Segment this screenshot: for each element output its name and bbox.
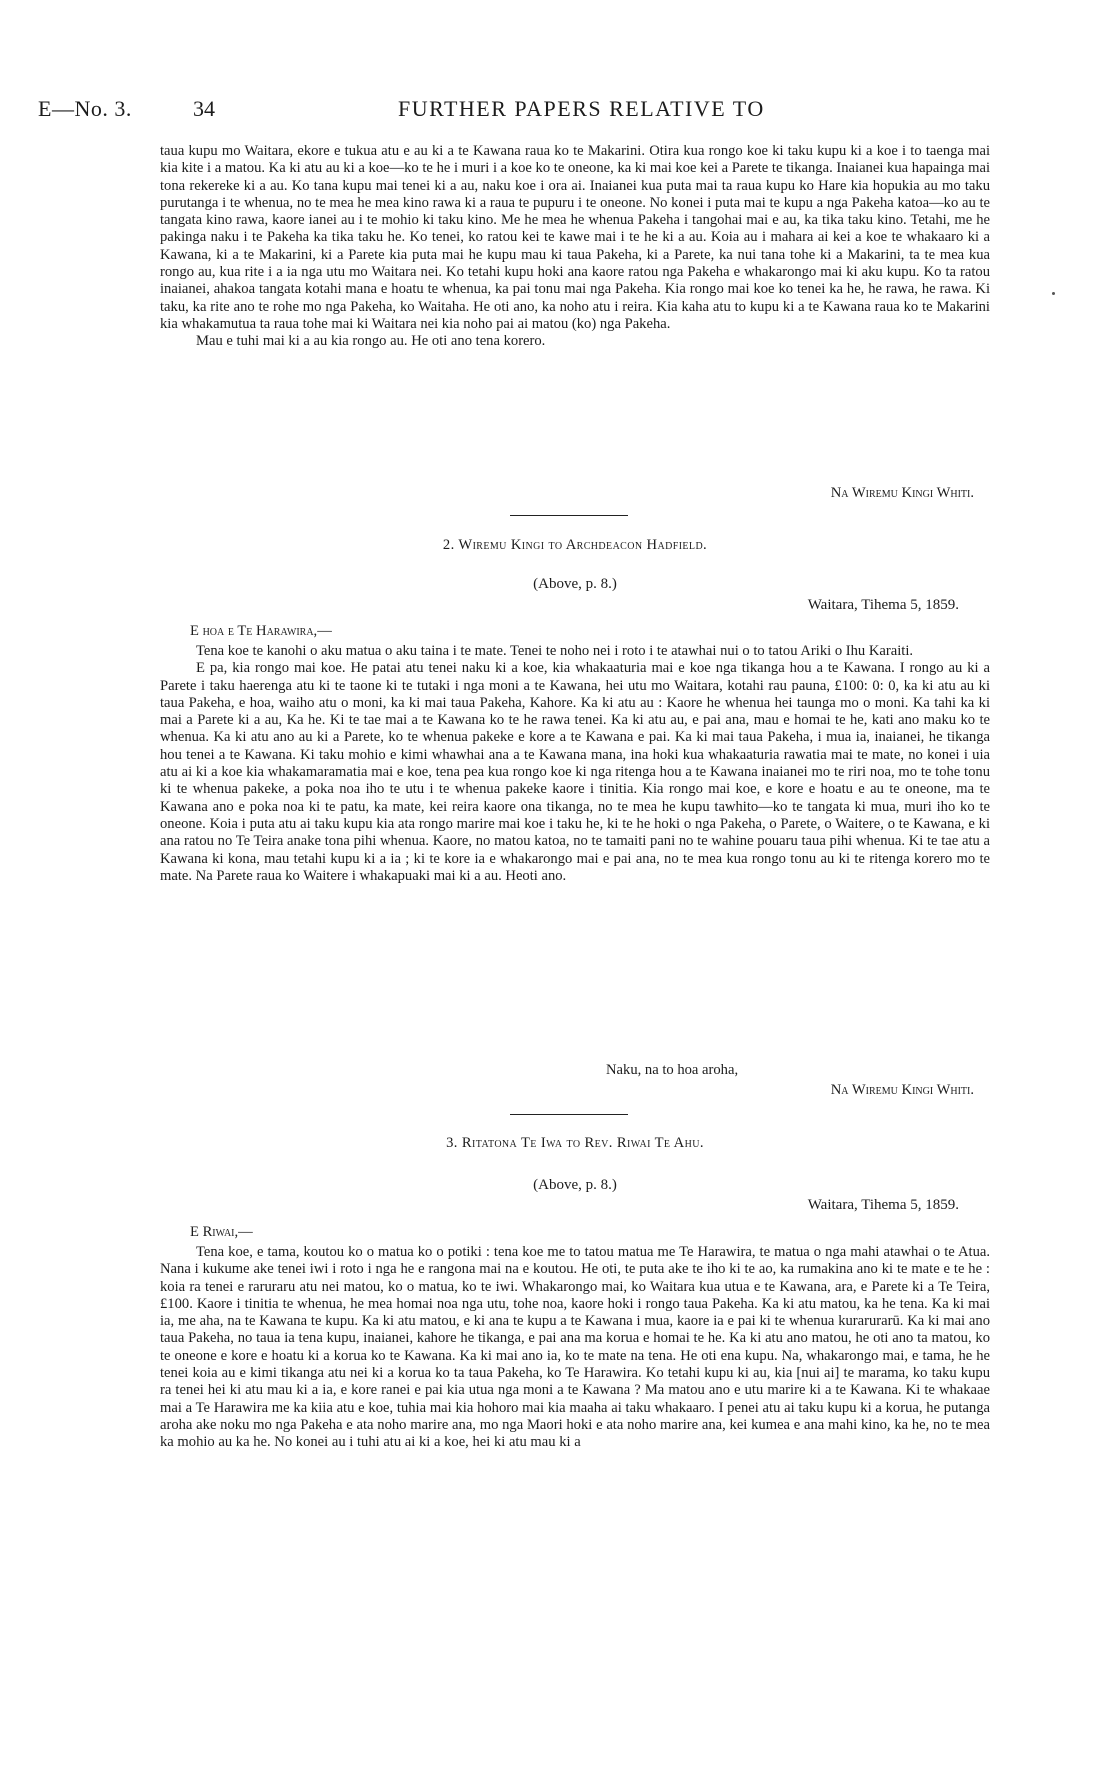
letter2-signature: Na Wiremu Kingi Whiti.	[830, 1082, 974, 1098]
letter2-reference: (Above, p. 8.)	[533, 576, 617, 592]
letter1-paragraph-1: taua kupu mo Waitara, ekore e tukua atu e au ki a te Kawana raua ko te Makarini. Otira kua rongo koe ki taku kupu ki a koe i to taenga mai kia kite i a matou. Ka ki atu au ki a koe—ko te he i muri i a koe ko te oneone, ka ki mai koe kei a Parete te tikanga. Inaianei kua hapainga mai tona rekereke ki a au. Ko tana kupu mai tenei ki a au, naku koe i ora ai. Inaianei kua puta mai ta raua kupu ko Hare kia hopukia au mo taku purutanga i te whenua, no te mea he mea kino rawa ki a raua te pupuru i te oneone. No konei i puta mai te kupu a nga Pakeha katoa—ko au te tangata kino rawa, kaore ianei au i te mohio ki taku kino. Me he mea he whenua Pakeha i tangohai mai e au, ka tika taku kino. Tetahi, me he pakinga naku i te Pakeha ka tika taku he. Ko tenei, ko ratou kei te kawe mai i te he ki a au. Koia au i mahara ai kei a koe te whakaaro ki a Kawana, ki a te Makarini, ki a Parete kia puta mai he kupu mau ki taua Pakeha, ki a Parete, ka nui tana tohe ki a Makarini, ta te mea kua rongo au, kua rite i a ia nga utu mo Waitara nei. Ko tetahi kupu hoki ana kaore ratou nga Pakeha e whakarongo mai ki aku kupu. Ko ta ratou inaianei, ahakoa tangata kotahi mana e hoatu te whenua, ka pai tonu mai nga Pakeha. Kia rongo mai koe ko tenei ka he, he rawa, he rawa. Ki taku, ka rite ano te rohe mo nga Pakeha, ko Waitaha. He oti ano, ka noho atu i reira. Kia kaha atu to kupu ki a te Kawana raua ko te Makarini kia whakamutua ta raua tohe mai ki Waitara nei kia noho pai ai matou (ko) nga Pakeha.	[160, 143, 990, 332]
series-number: E—No. 3.	[38, 96, 132, 121]
letter3-salutation: E Riwai,—	[190, 1224, 253, 1240]
letter1-signature: Na Wiremu Kingi Whiti.	[830, 485, 974, 501]
letter2-closing: Naku, na to hoa aroha,	[606, 1062, 739, 1078]
letter2-heading: 2. Wiremu Kingi to Archdeacon Hadfield.	[442, 537, 708, 553]
letter2-place-date: Waitara, Tihema 5, 1859.	[807, 597, 959, 613]
margin-mark	[1052, 292, 1055, 295]
letter2-body	[160, 643, 990, 885]
letter3-heading: 3. Ritatona Te Iwa to Rev. Riwai Te Ahu.	[446, 1135, 704, 1151]
letter3-paragraph-1: Tena koe, e tama, koutou ko o matua ko o potiki : tena koe me to tatou matua me Te Harawira, te matua o nga mahi atawhai o te Atua. Nana i kukume ake tenei iwi i roto i nga he e rangona mai na e koutou. He oti, te puta ake te iho ki te ao, ka rumakina ano ki te mate e te he : koia ra tenei e raruraru atu nei matou, ko o matua, ko te iwi. Whakarongo mai, ko Waitara kua utua e te Kawana, ara, e Parete ki a Te Teira, £100. Kaore i tinitia te whenua, he mea homai noa nga utu, tohe noa, kaore hoki i rongo taua Pakeha. Ka ki atu matou, ka he tena. Ka ki mai ia, me aha, na te Kawana te kupu. Ka ki atu matou, e ki ana te kupu a te Kawana i mua, kaore ia e pai ki te whenua kurarurarū. Ka ki mai ano taua Pakeha, no taua ia tena kupu, inaianei, kahore he tikanga, e pai ana ma korua e homai te he. Ka ki atu ano matou, he oti ano ta matou, ko te oneone e kore e hoatu ki a korua ko te Kawana. Ka ki mai ano ia, ko te mate na tena. He oti ena kupu. Na, whakarongo mai, e tama, he he tenei koia au e kimi tikanga atu nei ki a korua ko ta taua Pakeha, ko Te Harawira. Ko tetahi kupu ki au, kia [nui ai] te marama, ko taku kupu ra tenei hei ki atu mau ki a ia, e kore ranei e pai kia utua nga moni a te Kawana ? Ma matou ano e utu marire ki a te Kawana. Ki te whakaae mai a Te Harawira me ka kiia atu e koe, tuhia mai kia hohoro mai kia maaha ai taku whakaaro. I penei atu ai taku kupu ki a korua, he putanga aroha ake noku mo nga Pakeha e ata noho marire ana, mo nga Maori hoki e ata noho marire ana, kei kumea e ana mahi kino, ka he, no te mea ka mohio au ka he. No konei au i tuhi atu ai ki a koe, hei ki atu mau ki a	[160, 1244, 990, 1451]
letter3-place-date: Waitara, Tihema 5, 1859.	[807, 1197, 959, 1213]
letter1-body	[160, 143, 990, 351]
page-number: 34	[193, 96, 215, 121]
letter2-paragraph-1: Tena koe te kanohi o aku matua o aku taina i te mate. Tenei te noho nei i roto i te atawhai nui o to tatou Ariki o Ihu Karaiti.	[196, 643, 914, 659]
letter2-paragraph-2: E pa, kia rongo mai koe. He patai atu tenei naku ki a koe, kia whakaaturia mai e koe nga tikanga hou a te Kawana. I rongo au ki a Parete i taku haerenga atu ki te taone ki te tutaki i nga moni a te Kawana, hei utu mo Waitara, kotahi rau pauna, £100: 0: 0, ka ki atu au ki taua Pakeha, e hoa, waiho atu o moni, ka ki mai taua Pakeha, Kahore. Ka ki atu au : Kaore he whenua hei taunga mo o moni. Ka tahi ka ki mai a Parete ki a au, Ka he. Ki te tae mai a te Kawana ko te he rawa tenei. Ka ki atu au, e pai ana, mau e homai te he, kati ano maku ko te whenua. Ka ki atu ano au ki a Parete, ko te whenua pakeke e kore a te Kawana e pai. Ka ki mai taua Pakeha, i mua ia, inaianei, he tikanga hou tenei a te Kawana. Ki taku mohio e kimi whawhai ana a te Kawana mana, ina hoki kua whakaaturia rawatia mai te mate, no konei i uia atu ai ki a koe kia whakamaramatia mai e koe, tena pea kua rongo koe ki nga ritenga hou a te Kawana inaianei mo te riri noa, mo te tohe tonu ki te whenua pakeke, a poka noa iho te utu i te whenua pakeke kaore i tinitia. Kia rongo mai koe, e kore e hoatu e au te oneone, ma te Kawana ano e poka noa ki te patu, ka mate, kei reira kaore ona tikanga, no te mea he kupu tawhito—ko te tangata ki mua, muri iho ko te oneone. Koia i puta atu ai taku kupu kia ata rongo marire mai koe i taku he, ki te he hoki o nga Pakeha, o Parete, o Waitere, o te Kawana, e ki ana ratou no Te Teira anake tona pihi whenua. Kaore, no matou katoa, no te tamaiti pani no te wahine pouaru taua pihi whenua. Ki te tae atu a Kawana ki kona, mau tetahi kupu ki a ia ; ki te kore ia e whakarongo mai e pai ana, no te mea kua rongo tonu au ki te ritenga korero mo te mate. Na Parete raua ko Waitere i whakapuaki mai ki a au. Heoti ano.	[160, 660, 990, 884]
section-divider-2	[510, 1114, 628, 1115]
section-divider-1	[510, 515, 628, 516]
letter3-reference: (Above, p. 8.)	[533, 1177, 617, 1193]
letter2-salutation: E hoa e Te Harawira,—	[190, 623, 332, 639]
page-header	[38, 96, 1023, 126]
letter3-body	[160, 1244, 990, 1452]
letter1-paragraph-2: Mau e tuhi mai ki a au kia rongo au. He oti ano tena korero.	[196, 333, 546, 350]
running-title: FURTHER PAPERS RELATIVE TO	[398, 96, 765, 121]
